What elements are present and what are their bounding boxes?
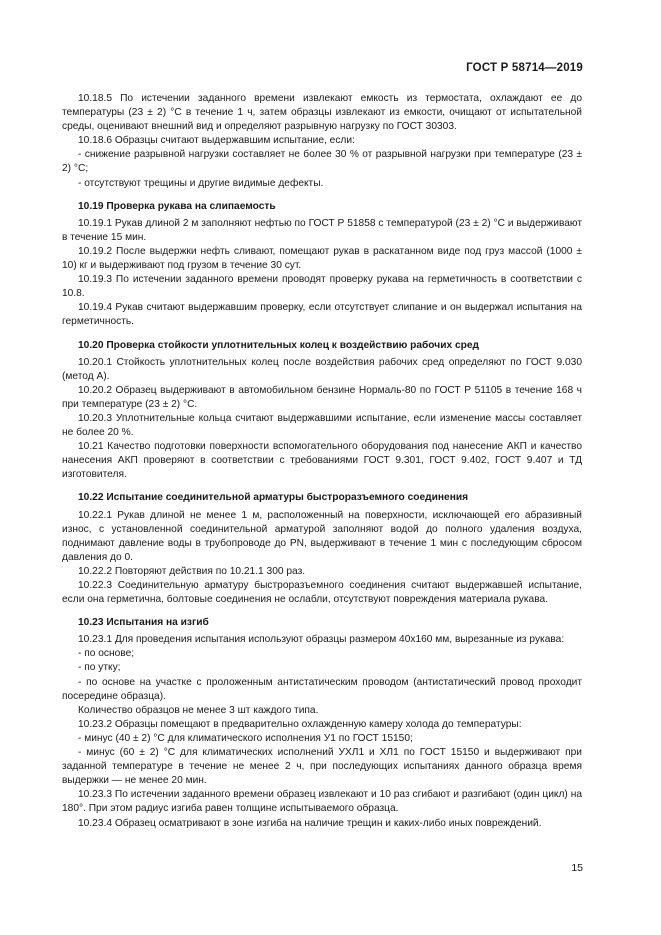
paragraph: 10.20.1 Стойкость уплотнительных колец после воздействия рабочих сред определяют по ГОСТ 9.030 (метод А). [62,356,582,382]
paragraph: 10.22.3 Соединительную арматуру быстроразъемного соединения считают выдержавшей испытание, если она герметична, болтовые соединения не ослабли, отсутствуют повреждения материала рукава. [62,580,582,606]
list-item: - по основе на участке с проложенным антистатическим проводом (антистатический провод проходит посередине образца). [62,676,582,702]
section-heading: 10.22 Испытание соединительной арматуры быстроразъемного соединения [78,492,469,504]
list-item: - по основе; [78,648,135,660]
paragraph: 10.21 Качество подготовки поверхности вспомогательного оборудования под нанесение АКП и качество нанесения АКП проверяют в соответствии с требованиями ГОСТ 9.301, ГОСТ 9.402, ГОСТ 9.407 и ТД изготовителя. [62,441,582,481]
paragraph: 10.19.2 После выдержки нефть сливают, помещают рукав в раскатанном виде под груз массой (1000 ± 10) кг и выдерживают под грузом в течение 30 сут. [62,245,582,272]
paragraph: 10.23.2 Образцы помещают в предварительно охлажденную камеру холода до температуры: [78,718,522,730]
document-body [62,92,582,831]
list-item: - по утку; [78,662,121,674]
paragraph: 10.19.1 Рукав длиной 2 м заполняют нефтью по ГОСТ Р 51858 с температурой (23 ± 2) °С и выдерживают в течение 15 мин. [62,217,582,243]
paragraph: 10.22.1 Рукав длиной не менее 1 м, расположенный на поверхности, исключающей его абразивный износ, с установленной соединительной арматурой заполняют водой до полного удаления воздуха, поднимают давление воды в трубопроводе до PN, выдерживают в течение 1 мин с последующим сбросом давления до 0. [62,509,582,563]
paragraph: 10.23.4 Образец осматривают в зоне изгиба на наличие трещин и каких-либо иных повреждений. [78,817,542,829]
list-item: - минус (60 ± 2) °С для климатических исполнений УХЛ1 и ХЛ1 по ГОСТ 15150 и выдерживают при заданной температуре в течение не менее 2 ч, при последующих испытаниях данного образца время выдержки — не менее 20 мин. [62,747,582,787]
paragraph: 10.19.4 Рукав считают выдержавшим проверку, если отсутствует слипание и он выдержал испытания на герметичность. [62,302,582,328]
document-code: ГОСТ Р 58714—2019 [466,62,583,74]
paragraph: 10.23.3 По истечении заданного времени образец извлекают и 10 раз сгибают и разгибают (один цикл) на 180°. При этом радиус изгиба равен толщине испытываемого образца. [62,789,582,815]
paragraph: Количество образцов не менее 3 шт каждого типа. [78,704,319,716]
section-heading: 10.23 Испытания на изгиб [78,617,209,629]
paragraph: 10.18.5 По истечении заданного времени извлекают емкость из термостата, охлаждают ее до температуры (23 ± 2) °С в течение 1 ч, затем образцы извлекают из емкости, очищают от испытательной среды, оценивают внешний вид и определяют разрывную нагрузку по ГОСТ 30303. [62,93,582,133]
list-item: - отсутствуют трещины и другие видимые дефекты. [78,177,324,189]
paragraph: 10.18.6 Образцы считают выдержавшим испытание, если: [78,135,355,147]
list-item: - минус (40 ± 2) °С для климатического исполнения У1 по ГОСТ 15150; [78,732,413,744]
list-item: - снижение разрывной нагрузки составляет не более 30 % от разрывной нагрузки при температуре (23 ± 2) °С; [62,149,582,175]
paragraph: 10.20.2 Образец выдерживают в автомобильном бензине Нормаль-80 по ГОСТ Р 51105 в течение 168 ч при температуре (23 ± 2) °С. [62,384,582,410]
section-heading: 10.19 Проверка рукава на слипаемость [78,200,276,212]
paragraph: 10.22.2 Повторяют действия по 10.21.1 300 раз. [78,565,306,577]
paragraph: 10.19.3 По истечении заданного времени проводят проверку рукава на герметичность в соответствии с 10.8. [62,274,582,300]
paragraph: 10.20.3 Уплотнительные кольца считают выдержавшими испытание, если изменение массы составляет не более 20 %. [62,412,582,439]
page-number: 15 [571,862,583,874]
paragraph: 10.23.1 Для проведения испытания используют образцы размером 40х160 мм, вырезанные из рукава: [78,634,565,646]
section-heading: 10.20 Проверка стойкости уплотнительных колец к воздействию рабочих сред [78,339,479,351]
